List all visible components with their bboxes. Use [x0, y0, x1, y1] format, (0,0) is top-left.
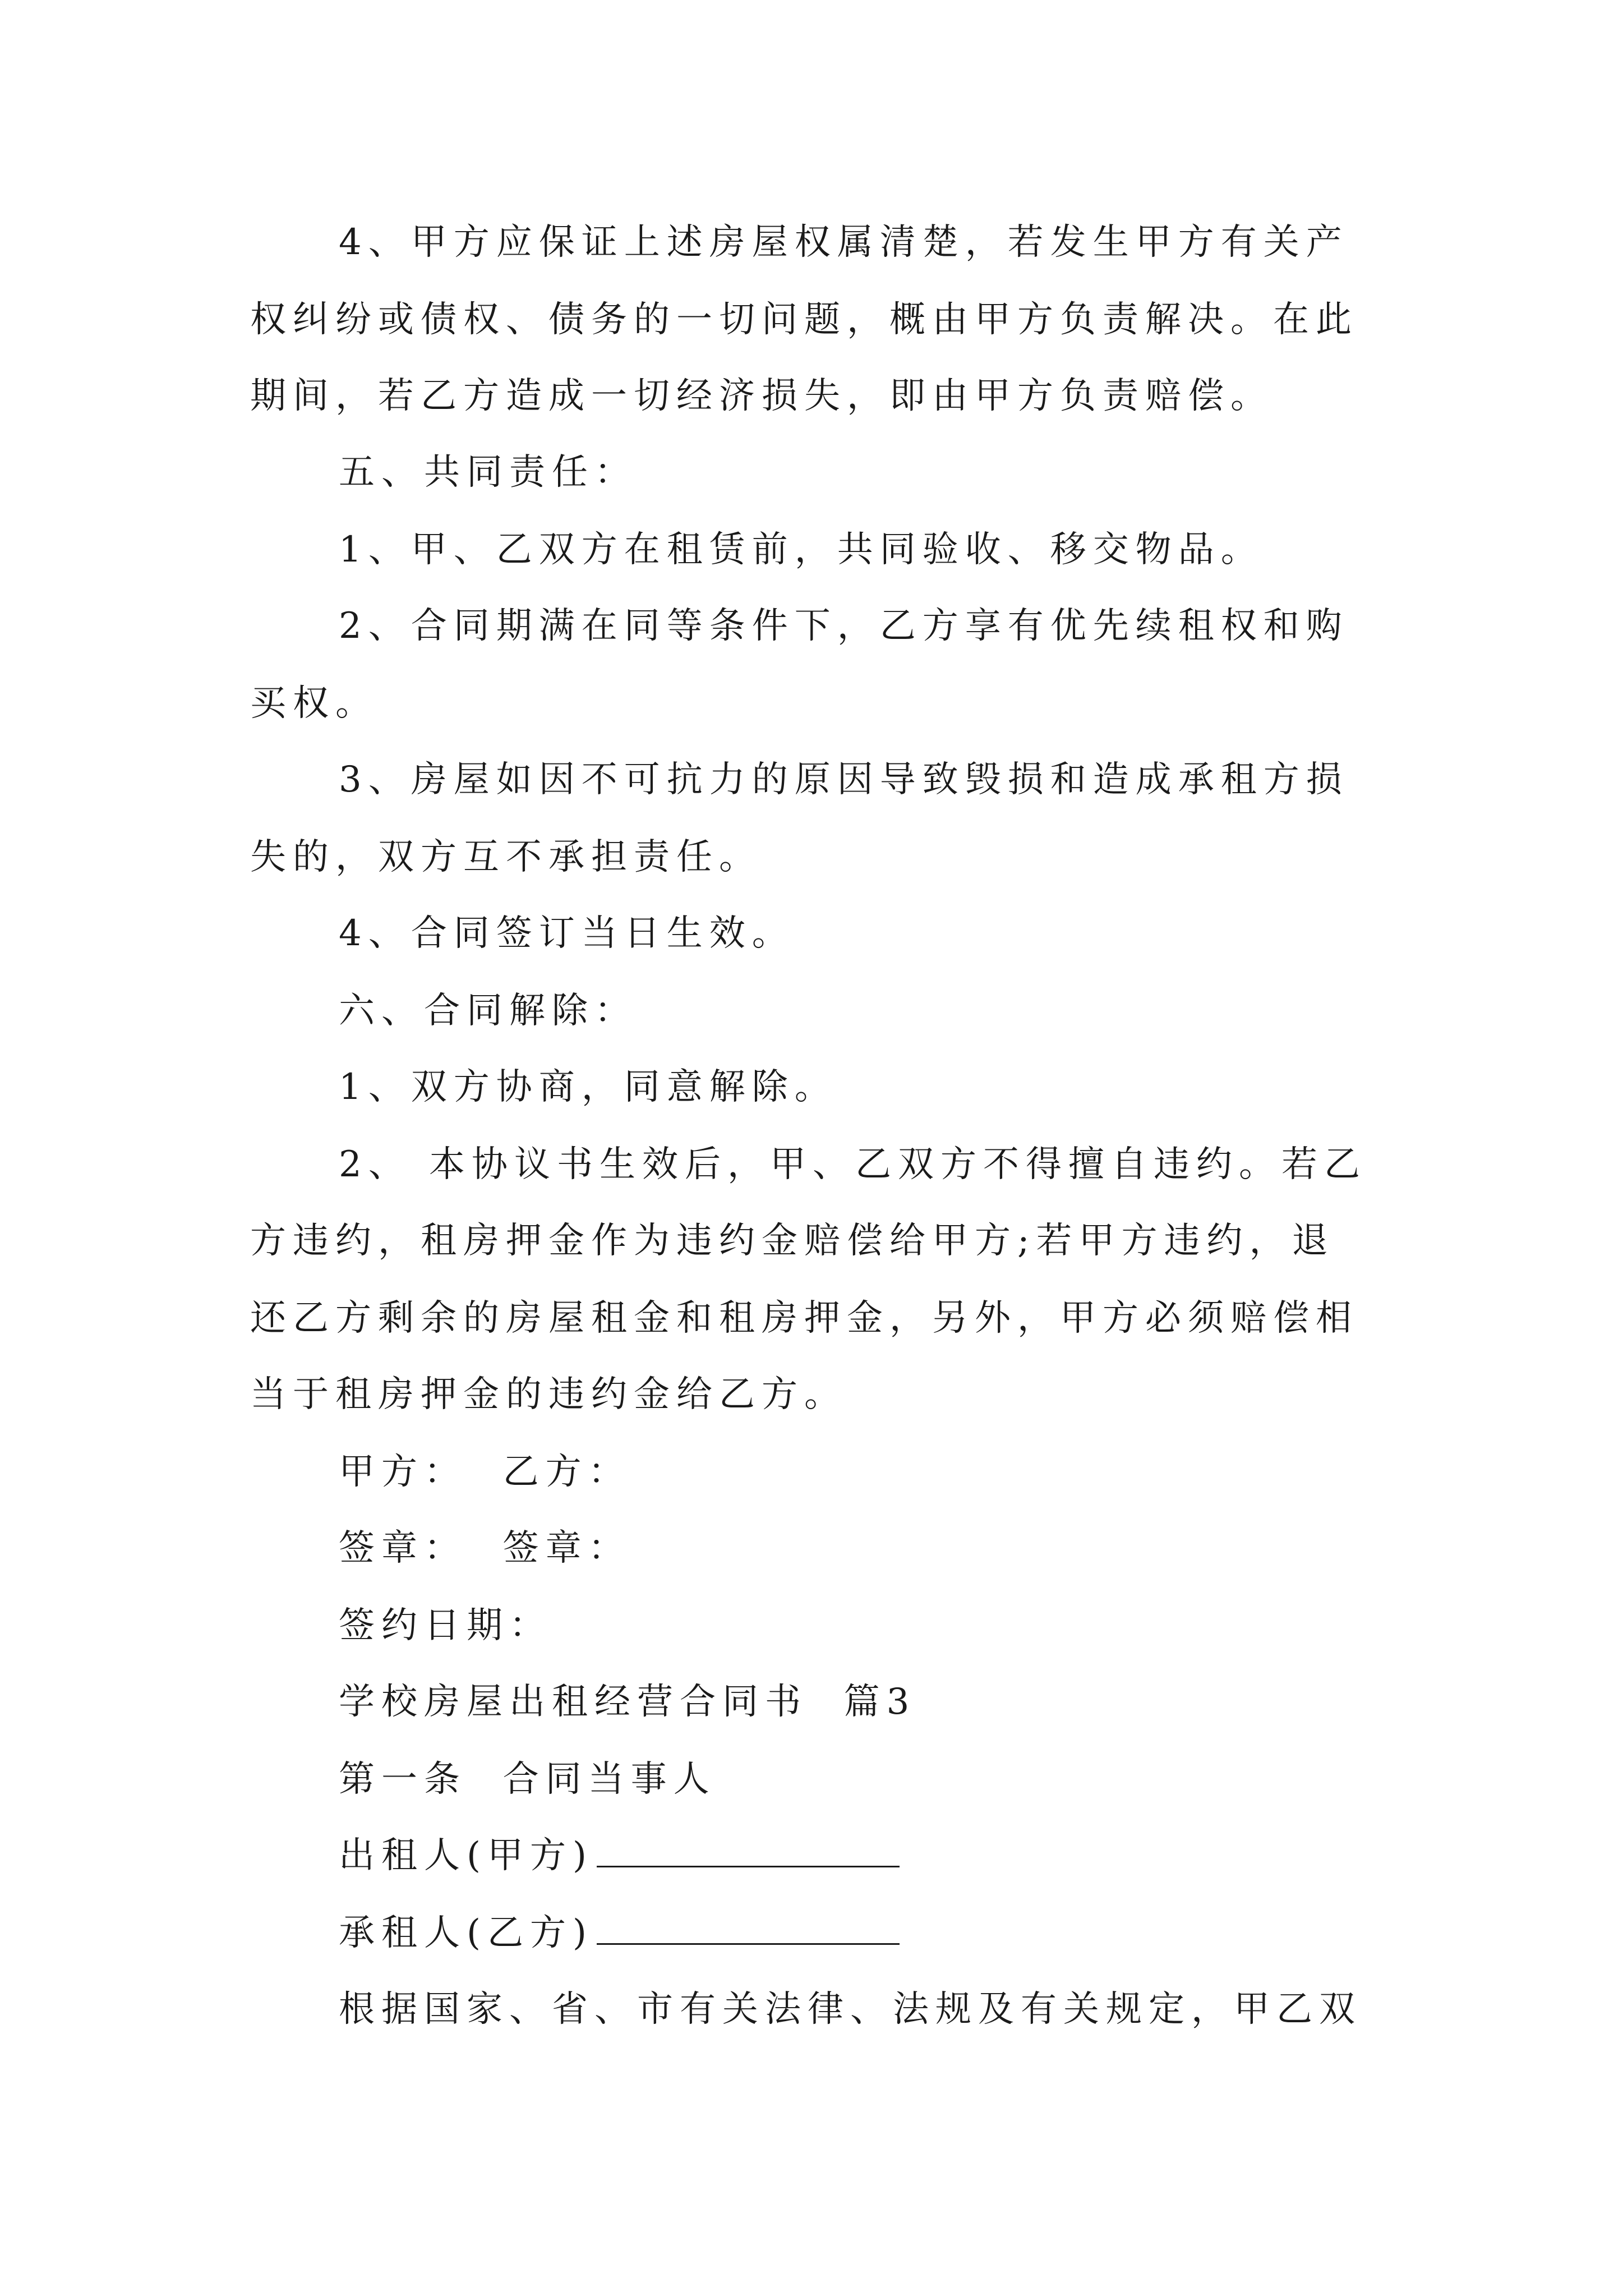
text-line: 权纠纷或债权、债务的一切问题，概由甲方负责解决。在此: [250, 299, 1358, 341]
text-line: 买权。: [250, 683, 378, 724]
text-line: 4、甲方应保证上述房屋权属清楚，若发生甲方有关产: [339, 222, 1349, 263]
text-line: 方违约，租房押金作为违约金赔偿给甲方;若甲方违约，退: [250, 1220, 1335, 1262]
text-line: 2、 本协议书生效后，甲、乙双方不得擅自违约。若乙: [339, 1144, 1367, 1185]
text-line: 期间，若乙方造成一切经济损失，即由甲方负责赔偿。: [250, 375, 1273, 417]
text-line: 1、甲、乙双方在租赁前，共同验收、移交物品。: [339, 529, 1264, 570]
contract-title: 学校房屋出租经营合同书 篇3: [339, 1681, 916, 1723]
text-line: 还乙方剩余的房屋租金和租房押金，另外，甲方必须赔偿相: [250, 1297, 1358, 1339]
lessee-label: 承租人(乙方): [339, 1912, 593, 1954]
text-line: 根据国家、省、市有关法律、法规及有关规定，甲乙双: [339, 1989, 1362, 2030]
signing-date-line: 签约日期：: [339, 1605, 552, 1646]
text-line: 4、合同签订当日生效。: [339, 913, 795, 954]
text-line: 3、房屋如因不可抗力的原因导致毁损和造成承租方损: [339, 759, 1349, 800]
signature-seal-line: 签章： 签章：: [339, 1527, 631, 1569]
article-heading: 第一条 合同当事人: [339, 1759, 716, 1800]
lessee-blank: [597, 1911, 900, 1945]
section-heading: 六、合同解除：: [339, 990, 637, 1032]
lessee-line: [339, 1911, 900, 1955]
text-line: 2、合同期满在同等条件下，乙方享有优先续租权和购: [339, 605, 1349, 647]
text-line: 失的，双方互不承担责任。: [250, 836, 762, 878]
lessor-label: 出租人(甲方): [339, 1835, 593, 1876]
text-line: 当于租房押金的违约金给乙方。: [250, 1374, 847, 1415]
signature-party-line: 甲方： 乙方：: [339, 1451, 631, 1493]
lessor-blank: [597, 1833, 900, 1867]
lessor-line: [339, 1833, 900, 1878]
section-heading: 五、共同责任：: [339, 452, 637, 493]
text-line: 1、双方协商，同意解除。: [339, 1066, 837, 1108]
